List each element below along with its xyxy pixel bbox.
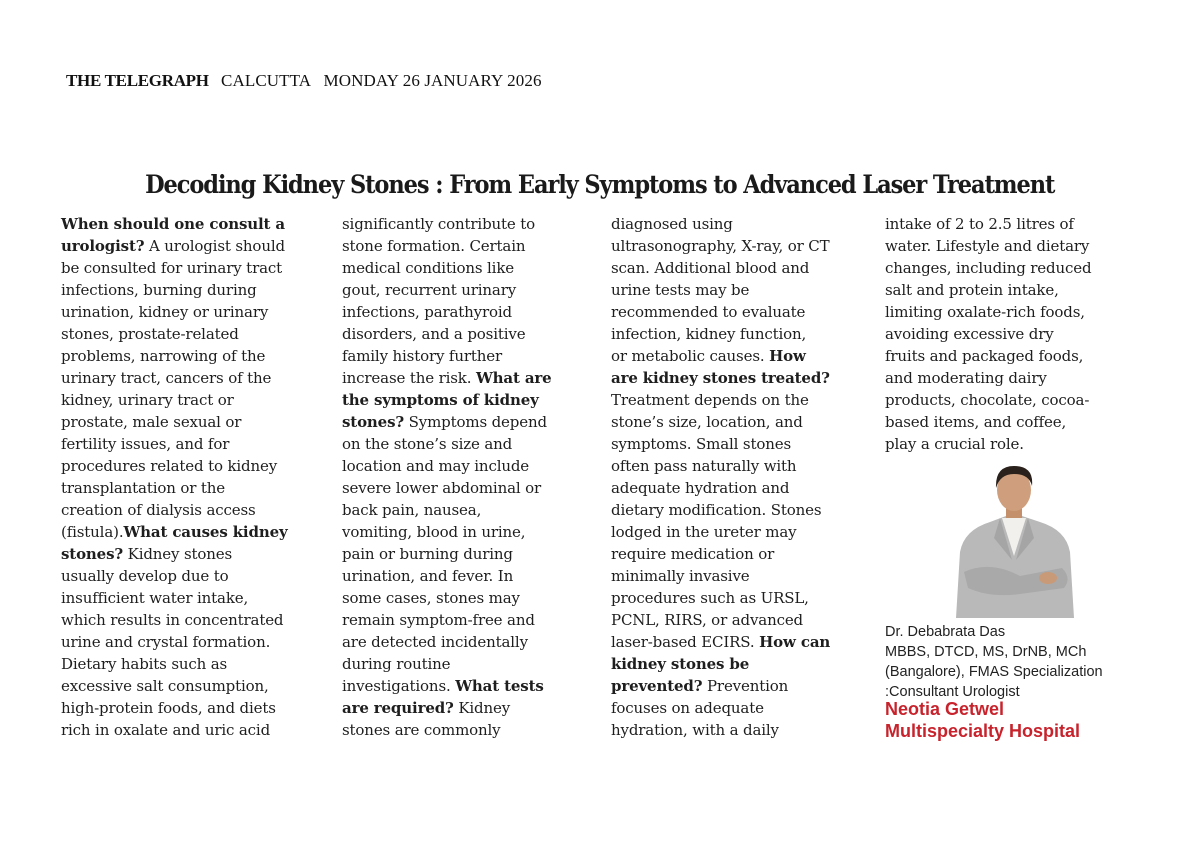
article-column-1	[61, 213, 288, 741]
body-text: scan. Additional blood and	[611, 259, 810, 277]
article-line	[61, 345, 288, 367]
body-text: Kidney stones	[123, 545, 233, 563]
body-text: prostate, male sexual or	[61, 413, 242, 431]
body-text: lodged in the ureter may	[611, 523, 797, 541]
body-text: Dietary habits such as	[61, 655, 228, 673]
body-text: avoiding excessive dry	[885, 325, 1054, 343]
article-line	[342, 587, 552, 609]
body-text: family history further	[342, 347, 503, 365]
body-text: Kidney	[453, 699, 511, 717]
article-line	[61, 543, 288, 565]
body-text: procedures such as URSL,	[611, 589, 809, 607]
body-text: require medication or	[611, 545, 775, 563]
article-line	[61, 565, 288, 587]
author-byline	[885, 622, 1103, 702]
article-line	[611, 609, 830, 631]
body-text: insufficient water intake,	[61, 589, 249, 607]
article-line	[342, 345, 552, 367]
body-text: location and may include	[342, 457, 530, 475]
body-text: during routine	[342, 655, 451, 673]
article-line	[885, 323, 1091, 345]
article-line	[61, 323, 288, 345]
question-heading-text: stones?	[342, 413, 405, 431]
question-heading-text: stones?	[61, 545, 124, 563]
article-line	[885, 411, 1091, 433]
body-text: stones are commonly	[342, 721, 501, 739]
article-line	[342, 301, 552, 323]
body-text: infections, burning during	[61, 281, 257, 299]
article-line	[342, 697, 552, 719]
author-role: :Consultant Urologist	[885, 684, 1020, 700]
author-specialization: (Bangalore), FMAS Specialization	[885, 664, 1103, 680]
article-line	[342, 719, 552, 741]
body-text: or metabolic causes.	[611, 347, 770, 365]
article-line	[342, 565, 552, 587]
article-line	[342, 543, 552, 565]
body-text: stones, prostate-related	[61, 325, 239, 343]
body-text: severe lower abdominal or	[342, 479, 542, 497]
article-line	[611, 455, 830, 477]
body-text: be consulted for urinary tract	[61, 259, 283, 277]
question-heading-text: What are	[475, 369, 552, 387]
article-line	[61, 433, 288, 455]
masthead-city: CALCUTTA	[221, 71, 312, 90]
article-line	[611, 367, 830, 389]
masthead	[66, 71, 542, 91]
body-text: hydration, with a daily	[611, 721, 779, 739]
body-text: stone formation. Certain	[342, 237, 526, 255]
body-text: fruits and packaged foods,	[885, 347, 1084, 365]
body-text: remain symptom-free and	[342, 611, 535, 629]
body-text: are detected incidentally	[342, 633, 528, 651]
question-heading-text: kidney stones be	[611, 655, 750, 673]
article-line	[611, 411, 830, 433]
body-text: play a crucial role.	[885, 435, 1024, 453]
body-text: adequate hydration and	[611, 479, 790, 497]
article-line	[342, 235, 552, 257]
question-heading-text: prevented?	[611, 677, 703, 695]
article-line	[61, 587, 288, 609]
article-line	[611, 499, 830, 521]
body-text: recommended to evaluate	[611, 303, 806, 321]
article-line	[61, 213, 288, 235]
hospital-name	[885, 698, 1080, 742]
body-text: Treatment depends on the	[611, 391, 809, 409]
article-line	[611, 345, 830, 367]
article-line	[61, 279, 288, 301]
article-line	[611, 323, 830, 345]
body-text: salt and protein intake,	[885, 281, 1059, 299]
article-line	[342, 675, 552, 697]
masthead-paper-name: THE TELEGRAPH	[66, 71, 209, 90]
body-text: infection, kidney function,	[611, 325, 807, 343]
article-line	[885, 389, 1091, 411]
author-name: Dr. Debabrata Das	[885, 624, 1006, 640]
body-text: increase the risk.	[342, 369, 476, 387]
body-text: ultrasonography, X-ray, or CT	[611, 237, 830, 255]
article-line	[61, 499, 288, 521]
article-line	[611, 213, 830, 235]
article-line	[611, 235, 830, 257]
question-heading-text: urologist?	[61, 237, 145, 255]
article-line	[61, 367, 288, 389]
article-line	[342, 257, 552, 279]
article-column-3	[611, 213, 830, 741]
article-line	[885, 367, 1091, 389]
article-column-2	[342, 213, 552, 741]
article-line	[611, 433, 830, 455]
article-line	[342, 477, 552, 499]
body-text: intake of 2 to 2.5 litres of	[885, 215, 1074, 233]
body-text: PCNL, RIRS, or advanced	[611, 611, 804, 629]
article-line	[342, 499, 552, 521]
article-line	[342, 367, 552, 389]
body-text: investigations.	[342, 677, 456, 695]
body-text: limiting oxalate-rich foods,	[885, 303, 1085, 321]
body-text: based items, and coffee,	[885, 413, 1067, 431]
article-line	[885, 345, 1091, 367]
article-line	[611, 719, 830, 741]
body-text: some cases, stones may	[342, 589, 520, 607]
article-line	[61, 389, 288, 411]
article-line	[61, 609, 288, 631]
article-line	[61, 719, 288, 741]
article-line	[342, 433, 552, 455]
article-line	[611, 697, 830, 719]
body-text: disorders, and a positive	[342, 325, 526, 343]
body-text: laser-based ECIRS.	[611, 633, 760, 651]
body-text: vomiting, blood in urine,	[342, 523, 526, 541]
body-text: infections, parathyroid	[342, 303, 513, 321]
article-line	[342, 213, 552, 235]
body-text: creation of dialysis access	[61, 501, 256, 519]
article-line	[61, 257, 288, 279]
body-text: high-protein foods, and diets	[61, 699, 276, 717]
question-heading-text: are required?	[342, 699, 454, 717]
article-line	[342, 455, 552, 477]
body-text: stone’s size, location, and	[611, 413, 803, 431]
body-text: and moderating dairy	[885, 369, 1047, 387]
body-text: A urologist should	[144, 237, 285, 255]
article-line	[61, 697, 288, 719]
masthead-date: MONDAY 26 JANUARY 2026	[323, 71, 542, 90]
article-line	[61, 675, 288, 697]
body-text: focuses on adequate	[611, 699, 764, 717]
article-line	[61, 235, 288, 257]
article-line	[885, 235, 1091, 257]
body-text: urinary tract, cancers of the	[61, 369, 272, 387]
body-text: which results in concentrated	[61, 611, 284, 629]
article-line	[611, 675, 830, 697]
article-line	[885, 213, 1091, 235]
body-text: procedures related to kidney	[61, 457, 278, 475]
hospital-name-line-2: Multispecialty Hospital	[885, 721, 1081, 741]
article-line	[342, 389, 552, 411]
body-text: urination, and fever. In	[342, 567, 514, 585]
article-line	[885, 433, 1091, 455]
question-heading-text: How can	[759, 633, 831, 651]
article-line	[61, 411, 288, 433]
article-line	[342, 521, 552, 543]
body-text: symptoms. Small stones	[611, 435, 792, 453]
doctor-portrait-icon	[950, 460, 1078, 618]
body-text: urine tests may be	[611, 281, 750, 299]
body-text: usually develop due to	[61, 567, 229, 585]
article-line	[885, 301, 1091, 323]
body-text: often pass naturally with	[611, 457, 797, 475]
hospital-name-line-1: Neotia Getwel	[885, 699, 1005, 719]
body-text: water. Lifestyle and dietary	[885, 237, 1090, 255]
article-line	[611, 279, 830, 301]
body-text: fertility issues, and for	[61, 435, 230, 453]
body-text: dietary modification. Stones	[611, 501, 822, 519]
question-heading-text: How	[769, 347, 806, 365]
body-text: gout, recurrent urinary	[342, 281, 517, 299]
body-text: rich in oxalate and uric acid	[61, 721, 271, 739]
article-line	[611, 257, 830, 279]
doctor-portrait-svg	[950, 460, 1078, 618]
article-line	[611, 543, 830, 565]
article-line	[611, 587, 830, 609]
body-text: diagnosed using	[611, 215, 733, 233]
body-text: Symptoms depend	[404, 413, 547, 431]
question-heading-text: What causes kidney	[123, 523, 288, 541]
article-line	[342, 323, 552, 345]
body-text: back pain, nausea,	[342, 501, 482, 519]
article-line	[61, 653, 288, 675]
question-heading-text: are kidney stones treated?	[611, 369, 830, 387]
article-line	[885, 257, 1091, 279]
body-text: changes, including reduced	[885, 259, 1092, 277]
article-line	[611, 301, 830, 323]
article-line	[61, 455, 288, 477]
body-text: pain or burning during	[342, 545, 513, 563]
body-text: urination, kidney or urinary	[61, 303, 269, 321]
question-heading-text: the symptoms of kidney	[342, 391, 539, 409]
article-line	[342, 411, 552, 433]
body-text: minimally invasive	[611, 567, 750, 585]
article-line	[342, 279, 552, 301]
body-text: significantly contribute to	[342, 215, 536, 233]
article-line	[61, 631, 288, 653]
article-line	[885, 279, 1091, 301]
article-headline: Decoding Kidney Stones : From Early Symptoms to Advanced Laser Treatment	[145, 170, 1055, 199]
article-line	[342, 609, 552, 631]
question-heading-text: What tests	[455, 677, 544, 695]
article-line	[61, 477, 288, 499]
article-line	[611, 389, 830, 411]
article-line	[61, 521, 288, 543]
article-line	[611, 653, 830, 675]
body-text: on the stone’s size and	[342, 435, 513, 453]
body-text: Prevention	[702, 677, 789, 695]
article-line	[611, 631, 830, 653]
article-line	[61, 301, 288, 323]
body-text: medical conditions like	[342, 259, 514, 277]
article-line	[611, 521, 830, 543]
article-line	[611, 477, 830, 499]
body-text: kidney, urinary tract or	[61, 391, 234, 409]
body-text: products, chocolate, cocoa-	[885, 391, 1090, 409]
body-text: problems, narrowing of the	[61, 347, 266, 365]
portrait-hand	[1039, 572, 1057, 584]
article-column-4	[885, 213, 1091, 455]
body-text: excessive salt consumption,	[61, 677, 269, 695]
article-line	[342, 653, 552, 675]
article-line	[342, 631, 552, 653]
question-heading-text: When should one consult a	[61, 215, 285, 233]
body-text: (fistula).	[61, 523, 124, 541]
article-line	[611, 565, 830, 587]
author-degrees: MBBS, DTCD, MS, DrNB, MCh	[885, 644, 1087, 660]
body-text: urine and crystal formation.	[61, 633, 271, 651]
body-text: transplantation or the	[61, 479, 225, 497]
